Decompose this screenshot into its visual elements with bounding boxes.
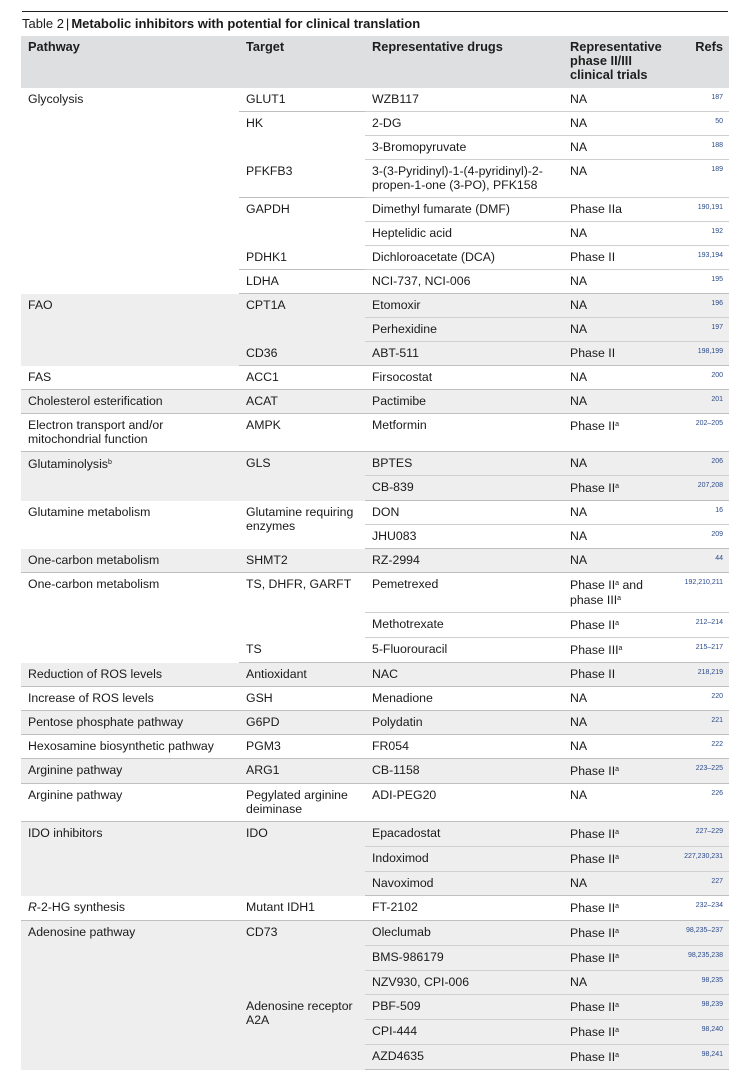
refs-cell: 201: [675, 390, 729, 414]
phase-cell: [563, 270, 675, 294]
pathway-label: One-carbon metabolism: [28, 552, 160, 567]
drug-cell: NCI-737, NCI-006: [365, 270, 563, 294]
phase-label: Phase IIa: [570, 202, 622, 216]
phase-cell: [563, 318, 675, 342]
table-row: [21, 573, 729, 613]
phase-label: NA: [570, 370, 588, 384]
table-row: [21, 390, 729, 414]
target-cell: LDHA: [239, 270, 365, 294]
pathway-label: Cholesterol esterification: [28, 394, 163, 408]
phase-label: Phase II: [570, 901, 616, 915]
phase-label: NA: [570, 274, 588, 288]
header-refs: Refs: [695, 39, 723, 54]
table-row: [21, 501, 729, 525]
pathway-cell: [21, 921, 239, 1070]
drug-cell: FT-2102: [365, 896, 563, 921]
phase-cell: [563, 366, 675, 390]
pathway-label: Reduction of ROS levels: [28, 666, 162, 681]
refs-cell: 221: [675, 711, 729, 735]
pathway-cell: [21, 549, 239, 573]
refs-cell: 193,194: [675, 246, 729, 270]
phase-cell: [563, 294, 675, 318]
table-body: [21, 88, 729, 1070]
table-row: [21, 88, 729, 112]
target-cell: PFKFB3: [239, 160, 365, 198]
drug-cell: Pemetrexed: [365, 573, 563, 613]
phase-label: NA: [570, 164, 588, 178]
refs-cell: 198,199: [675, 342, 729, 366]
target-cell: GLUT1: [239, 88, 365, 112]
pathway-cell: [21, 88, 239, 294]
table-caption: [22, 11, 728, 34]
phase-cell: [563, 525, 675, 549]
drug-cell: ABT-511: [365, 342, 563, 366]
target-cell: CD73: [239, 921, 365, 995]
refs-cell: 195: [675, 270, 729, 294]
phase-cell: [563, 847, 675, 872]
drug-cell: RZ-2994: [365, 549, 563, 573]
refs-cell: 222: [675, 735, 729, 759]
phase-label: NA: [570, 876, 588, 890]
drug-cell: 3-(3-Pyridinyl)-1-(4-pyridinyl)-2-propen-1-one (3-PO), PFK158: [365, 160, 563, 198]
phase-cell: [563, 872, 675, 896]
caption-separator: |: [65, 16, 70, 31]
pathway-cell: [21, 366, 239, 390]
phase-cell: [563, 613, 675, 638]
refs-cell: 196: [675, 294, 729, 318]
table-row: [21, 896, 729, 921]
drug-cell: Oleclumab: [365, 921, 563, 946]
refs-cell: 220: [675, 687, 729, 711]
pathway-cell: [21, 822, 239, 896]
drug-cell: WZB117: [365, 88, 563, 112]
phase-cell: [563, 198, 675, 222]
table-row: [21, 784, 729, 822]
refs-cell: 227–229: [675, 822, 729, 847]
pathway-label: Electron transport and/or mitochondrial function: [28, 418, 164, 446]
refs-cell: 16: [675, 501, 729, 525]
phase-cell: [563, 687, 675, 711]
phase-footnote: a: [615, 854, 620, 861]
pathway-cell: [21, 759, 239, 784]
refs-cell: 232–234: [675, 896, 729, 921]
drug-cell: NZV930, CPI-006: [365, 971, 563, 995]
table-row: [21, 549, 729, 573]
refs-cell: 192: [675, 222, 729, 246]
phase-label: NA: [570, 298, 588, 312]
phase-footnote: a: [615, 829, 620, 836]
phase-cell: [563, 971, 675, 995]
refs-cell: 98,240: [675, 1020, 729, 1045]
drug-cell: ADI-PEG20: [365, 784, 563, 822]
pathway-label: Arginine pathway: [28, 763, 123, 777]
phase-label: NA: [570, 322, 588, 336]
target-cell: GAPDH: [246, 202, 290, 216]
drug-cell: BMS-986179: [365, 946, 563, 971]
phase-cell: [563, 222, 675, 246]
refs-cell: 200: [675, 366, 729, 390]
target-cell: Mutant IDH1: [239, 896, 365, 921]
table-row: [21, 687, 729, 711]
phase-footnote-2: a: [617, 595, 622, 602]
drug-cell: Indoximod: [365, 847, 563, 872]
pathway-label: FAO: [28, 297, 53, 312]
refs-cell: 206: [675, 452, 729, 476]
table-title: Metabolic inhibitors with potential for clinical translation: [71, 16, 421, 31]
phase-label: NA: [570, 116, 588, 130]
target-cell: Adenosine receptor A2A: [239, 995, 365, 1070]
table-row: [21, 711, 729, 735]
pathway-cell: [21, 663, 239, 687]
phase-label: NA: [570, 691, 588, 705]
refs-cell: 189: [675, 160, 729, 198]
table-row: [21, 294, 729, 318]
phase-cell: [563, 946, 675, 971]
phase-footnote: a: [615, 1052, 620, 1059]
phase-label: Phase II: [570, 852, 616, 866]
table-row: [21, 414, 729, 452]
drug-cell: Menadione: [365, 687, 563, 711]
phase-label: NA: [570, 140, 588, 154]
phase-footnote: a: [615, 766, 620, 773]
header-trials: Representative phase II/III clinical trials: [570, 39, 662, 82]
phase-cell: [563, 784, 675, 822]
phase-cell: [563, 573, 675, 613]
refs-cell: 98,235,238: [675, 946, 729, 971]
pathway-label: Glycolysis: [28, 92, 84, 106]
drug-cell: 3-Bromopyruvate: [365, 136, 563, 160]
target-cell: G6PD: [239, 711, 365, 735]
refs-cell: 98,235–237: [675, 921, 729, 946]
refs-cell: 98,235: [675, 971, 729, 995]
phase-label: Phase II: [570, 827, 616, 841]
drug-cell: BPTES: [365, 452, 563, 476]
drug-cell: CB-839: [365, 476, 563, 501]
phase-label: NA: [570, 715, 588, 729]
table-row: [21, 663, 729, 687]
phase-label: Phase II: [570, 578, 616, 592]
refs-cell: 98,239: [675, 995, 729, 1020]
refs-cell: 98,241: [675, 1045, 729, 1070]
pathway-label: IDO inhibitors: [28, 826, 103, 840]
target-cell: ACAT: [239, 390, 365, 414]
refs-cell: 44: [675, 549, 729, 573]
target-cell: Antioxidant: [239, 663, 365, 687]
pathway-cell: [21, 573, 239, 663]
drug-cell: AZD4635: [365, 1045, 563, 1070]
table-row: [21, 735, 729, 759]
target-cell: TS, DHFR, GARFT: [246, 577, 352, 591]
table-row: [21, 366, 729, 390]
target-cell: HK: [246, 116, 264, 130]
pathway-label: FAS: [28, 369, 52, 384]
phase-label: Phase II: [570, 419, 616, 433]
phase-footnote: a: [615, 1027, 620, 1034]
header-pathway: Pathway: [28, 39, 80, 54]
refs-cell: 207,208: [675, 476, 729, 501]
phase-label: NA: [570, 92, 588, 106]
pathway-cell: [21, 735, 239, 759]
refs-cell: 192,210,211: [675, 573, 729, 613]
refs-cell: 215–217: [675, 638, 729, 663]
table-row: [21, 759, 729, 784]
refs-cell: 190,191: [675, 198, 729, 222]
refs-cell: 227: [675, 872, 729, 896]
phase-label: NA: [570, 505, 588, 519]
phase-footnote: a: [615, 483, 620, 490]
pathway-cell: [21, 294, 239, 366]
pathway-italic: R: [28, 899, 37, 914]
phase-label: Phase II: [570, 1000, 616, 1014]
drug-cell: PBF-509: [365, 995, 563, 1020]
phase-label: NA: [570, 529, 588, 543]
pathway-footnote: b: [107, 459, 112, 466]
refs-cell: 188: [675, 136, 729, 160]
drug-cell: Firsocostat: [365, 366, 563, 390]
phase-label: NA: [570, 739, 588, 753]
target-cell: PDHK1: [239, 246, 365, 270]
drug-cell: Navoximod: [365, 872, 563, 896]
refs-cell: 227,230,231: [675, 847, 729, 872]
phase-cell: [563, 112, 675, 136]
drug-cell: 5-Fluorouracil: [365, 638, 563, 663]
refs-cell: 212–214: [675, 613, 729, 638]
phase-cell: [563, 246, 675, 270]
phase-label: NA: [570, 788, 588, 802]
header-target: Target: [246, 39, 285, 54]
drug-cell: CPI-444: [365, 1020, 563, 1045]
phase-footnote: a: [615, 580, 620, 587]
pathway-label: One-carbon metabolism: [28, 577, 160, 591]
inhibitors-table: [21, 36, 729, 1070]
drug-cell: NAC: [365, 663, 563, 687]
phase-cell: [563, 342, 675, 366]
phase-cell: [563, 549, 675, 573]
phase-cell: [563, 160, 675, 198]
target-cell: AMPK: [239, 414, 365, 452]
refs-cell: 197: [675, 318, 729, 342]
drug-cell: Perhexidine: [365, 318, 563, 342]
phase-label-2: and phase III: [570, 578, 643, 607]
phase-label: Phase II: [570, 250, 616, 264]
phase-cell: [563, 1045, 675, 1070]
target-cell: GSH: [239, 687, 365, 711]
phase-cell: [563, 452, 675, 476]
drug-cell: Pactimibe: [365, 390, 563, 414]
phase-cell: [563, 759, 675, 784]
pathway-cell: [21, 452, 239, 501]
drug-cell: DON: [365, 501, 563, 525]
refs-cell: 202–205: [675, 414, 729, 452]
phase-cell: [563, 390, 675, 414]
phase-cell: [563, 1020, 675, 1045]
phase-label: NA: [570, 553, 588, 567]
phase-cell: [563, 663, 675, 687]
drug-cell: Methotrexate: [365, 613, 563, 638]
pathway-label: Glutamine metabolism: [28, 504, 151, 519]
pathway-label: Hexosamine biosynthetic pathway: [28, 739, 214, 753]
phase-cell: [563, 735, 675, 759]
drug-cell: Heptelidic acid: [365, 222, 563, 246]
refs-cell: 218,219: [675, 663, 729, 687]
pathway-cell: [21, 687, 239, 711]
phase-label: Phase II: [570, 1025, 616, 1039]
drug-cell: FR054: [365, 735, 563, 759]
phase-cell: [563, 638, 675, 663]
phase-cell: [563, 136, 675, 160]
target-cell: IDO: [239, 822, 365, 896]
drug-cell: Etomoxir: [365, 294, 563, 318]
pathway-cell: [21, 501, 239, 549]
target-cell: CPT1A: [239, 294, 365, 342]
target-cell: PGM3: [239, 735, 365, 759]
phase-label: Phase II: [570, 1050, 616, 1064]
table-row: [21, 822, 729, 847]
target-cell: GLS: [239, 452, 365, 501]
pathway-label: Increase of ROS levels: [28, 691, 154, 705]
phase-cell: [563, 822, 675, 847]
phase-footnote: a: [615, 620, 620, 627]
header-row: [21, 36, 729, 88]
drug-cell: Epacadostat: [365, 822, 563, 847]
target-cell: SHMT2: [239, 549, 365, 573]
table-row: [21, 452, 729, 476]
phase-footnote: a: [615, 1002, 620, 1009]
phase-label: NA: [570, 394, 588, 408]
phase-cell: [563, 995, 675, 1020]
drug-cell: Dichloroacetate (DCA): [365, 246, 563, 270]
refs-cell: 50: [675, 112, 729, 136]
phase-footnote: a: [615, 928, 620, 935]
pathway-label: Arginine pathway: [28, 788, 123, 802]
pathway-cell: [21, 390, 239, 414]
refs-cell: 226: [675, 784, 729, 822]
target-cell: ACC1: [239, 366, 365, 390]
phase-cell: [563, 896, 675, 921]
drug-cell: JHU083: [365, 525, 563, 549]
pathway-label: -2-HG synthesis: [36, 899, 126, 914]
refs-cell: 223–225: [675, 759, 729, 784]
pathway-label: Pentose phosphate pathway: [28, 715, 184, 729]
refs-cell: 187: [675, 88, 729, 112]
drug-cell: Metformin: [365, 414, 563, 452]
pathway-cell: [21, 784, 239, 822]
phase-label: Phase II: [570, 951, 616, 965]
phase-label: Phase II: [570, 667, 616, 681]
phase-label: Phase II: [570, 481, 616, 495]
target-cell: Glutamine requiring enzymes: [246, 504, 354, 533]
phase-cell: [563, 414, 675, 452]
pathway-cell: [21, 414, 239, 452]
phase-cell: [563, 88, 675, 112]
pathway-label: Adenosine pathway: [28, 925, 136, 939]
target-cell: TS: [239, 638, 365, 663]
phase-footnote: a: [615, 953, 620, 960]
phase-label: NA: [570, 456, 588, 470]
phase-label: Phase III: [570, 643, 619, 657]
table-row: [21, 921, 729, 946]
header-drugs: Representative drugs: [372, 39, 503, 54]
phase-cell: [563, 921, 675, 946]
pathway-cell: [21, 711, 239, 735]
target-cell: CD36: [239, 342, 365, 366]
phase-label: Phase II: [570, 764, 616, 778]
phase-label: NA: [570, 226, 588, 240]
phase-label: NA: [570, 975, 588, 989]
refs-cell: 209: [675, 525, 729, 549]
drug-cell: CB-1158: [365, 759, 563, 784]
phase-cell: [563, 501, 675, 525]
table-label: Table 2: [22, 16, 64, 31]
phase-label: Phase II: [570, 926, 616, 940]
phase-label: Phase II: [570, 618, 616, 632]
drug-cell: 2-DG: [365, 112, 563, 136]
pathway-label: Glutaminolysis: [28, 457, 108, 471]
pathway-cell: [21, 896, 239, 921]
target-cell: ARG1: [239, 759, 365, 784]
drug-cell: Dimethyl fumarate (DMF): [365, 198, 563, 222]
target-cell: Pegylated arginine deiminase: [239, 784, 365, 822]
phase-label: Phase II: [570, 346, 616, 360]
phase-footnote: a: [615, 421, 620, 428]
phase-cell: [563, 711, 675, 735]
phase-cell: [563, 476, 675, 501]
phase-footnote: a: [618, 645, 623, 652]
drug-cell: Polydatin: [365, 711, 563, 735]
phase-footnote: a: [615, 903, 620, 910]
